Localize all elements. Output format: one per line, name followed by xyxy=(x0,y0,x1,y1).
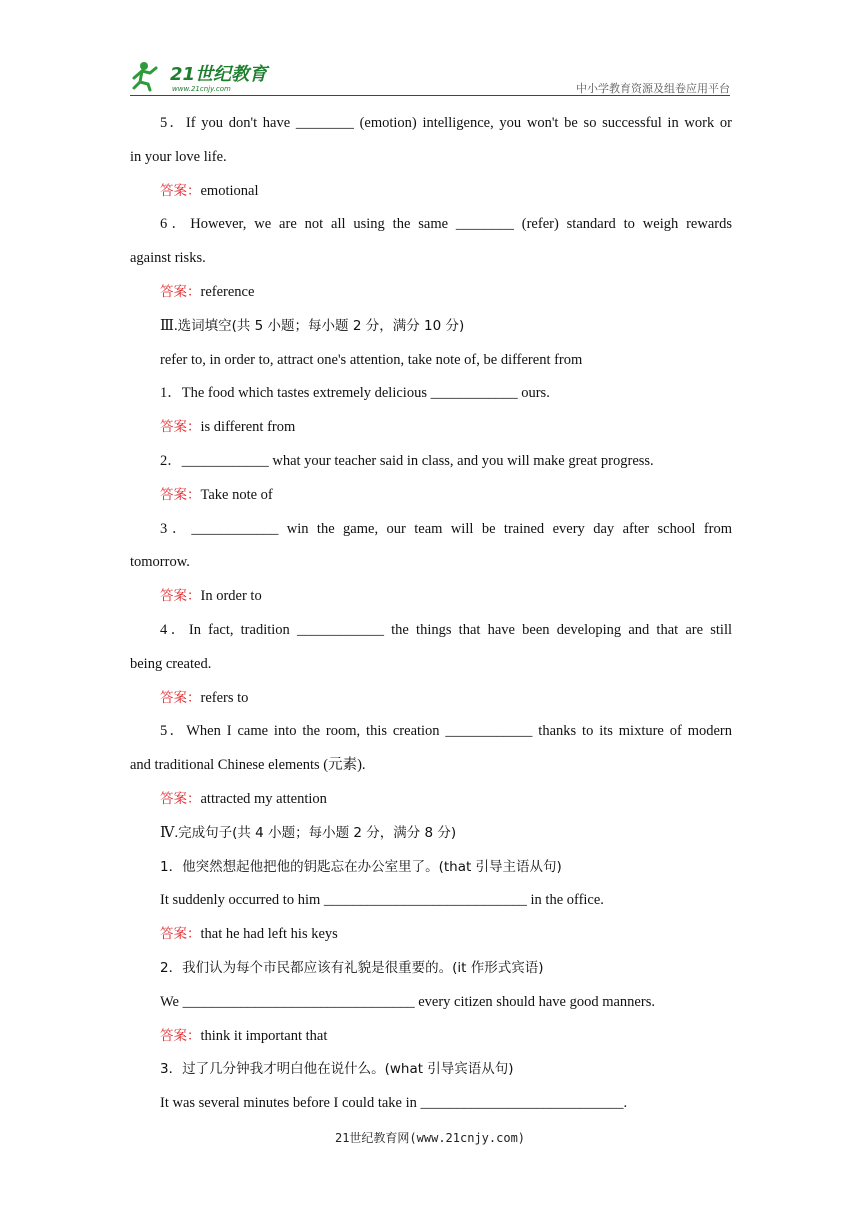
answer-line xyxy=(130,411,732,445)
logo-text: 21世纪教育 xyxy=(170,64,268,85)
logo-21cnjy xyxy=(130,58,290,94)
answer-value: that he had left his keys xyxy=(200,926,338,943)
question-line: against risks. xyxy=(130,250,206,267)
answer-label: 答案： xyxy=(160,588,201,605)
question-prompt-chinese: 2．我们认为每个市民都应该有礼貌是很重要的。(it 作形式宾语) xyxy=(160,959,544,976)
question-line: 3．____________ win the game, our team will be trained every day after school from xyxy=(160,520,732,537)
answer-line xyxy=(130,276,732,310)
answer-label: 答案： xyxy=(160,182,201,199)
answer-label: 答案： xyxy=(160,486,201,503)
word-bank: refer to, in order to, attract one's attention, take note of, be different from xyxy=(160,351,583,368)
document-body xyxy=(130,107,732,1121)
question-line: in your love life. xyxy=(130,148,227,165)
answer-value: is different from xyxy=(200,419,296,436)
answer-line xyxy=(130,175,732,209)
question-line: 4．In fact, tradition ____________ the things that have been developing and that are still xyxy=(160,621,732,638)
page-footer: 21世纪教育网(www.21cnjy.com) xyxy=(334,1131,526,1145)
answer-line xyxy=(130,783,732,817)
question-line: and traditional Chinese elements (元素). xyxy=(130,757,366,774)
answer-value: reference xyxy=(200,283,255,300)
section-heading: Ⅲ.选词填空(共 5 小题；每小题 2 分，满分 10 分) xyxy=(160,317,465,334)
question-line: It was several minutes before I could take in ____________________________. xyxy=(160,1095,628,1112)
answer-label: 答案： xyxy=(160,283,201,300)
logo-url: www.21cnjy.com xyxy=(172,85,231,93)
answer-line xyxy=(130,1020,732,1054)
answer-value: refers to xyxy=(200,689,249,706)
answer-line xyxy=(130,918,732,952)
answer-value: think it important that xyxy=(200,1027,328,1044)
question-line: 1．The food which tastes extremely delicious ____________ ours. xyxy=(160,385,550,402)
answer-label: 答案： xyxy=(160,1027,201,1044)
answer-label: 答案： xyxy=(160,419,201,436)
platform-tagline: 中小学教育资源及组卷应用平台 xyxy=(576,82,730,95)
answer-line xyxy=(130,682,732,716)
answer-value: Take note of xyxy=(200,486,273,503)
answer-value: attracted my attention xyxy=(200,790,327,807)
question-line: 6．However, we are not all using the same ________ (refer) standard to weigh rewards xyxy=(160,216,732,233)
header-divider xyxy=(130,95,730,96)
answer-value: emotional xyxy=(200,182,259,199)
question-line: 2．____________ what your teacher said in class, and you will make great progress. xyxy=(160,452,654,469)
answer-label: 答案： xyxy=(160,926,201,943)
page-header xyxy=(130,58,730,96)
question-line: We ________________________________ every citizen should have good manners. xyxy=(160,993,655,1010)
question-prompt-chinese: 3．过了几分钟我才明白他在说什么。(what 引导宾语从句) xyxy=(160,1061,514,1078)
answer-line xyxy=(130,479,732,513)
section-heading: Ⅳ.完成句子(共 4 小题；每小题 2 分，满分 8 分) xyxy=(160,824,457,841)
question-line: being created. xyxy=(130,655,212,672)
answer-label: 答案： xyxy=(160,790,201,807)
question-line: tomorrow. xyxy=(130,554,190,571)
answer-value: In order to xyxy=(200,588,262,605)
answer-line xyxy=(130,580,732,614)
question-line: It suddenly occurred to him ____________________________ in the office. xyxy=(160,892,604,909)
question-line: 5．When I came into the room, this creation ____________ thanks to its mixture of modern xyxy=(160,723,732,740)
question-line: 5．If you don't have ________ (emotion) intelligence, you won't be so successful in work or xyxy=(160,115,732,131)
question-prompt-chinese: 1．他突然想起他把他的钥匙忘在办公室里了。(that 引导主语从句) xyxy=(160,858,562,875)
answer-label: 答案： xyxy=(160,689,201,706)
